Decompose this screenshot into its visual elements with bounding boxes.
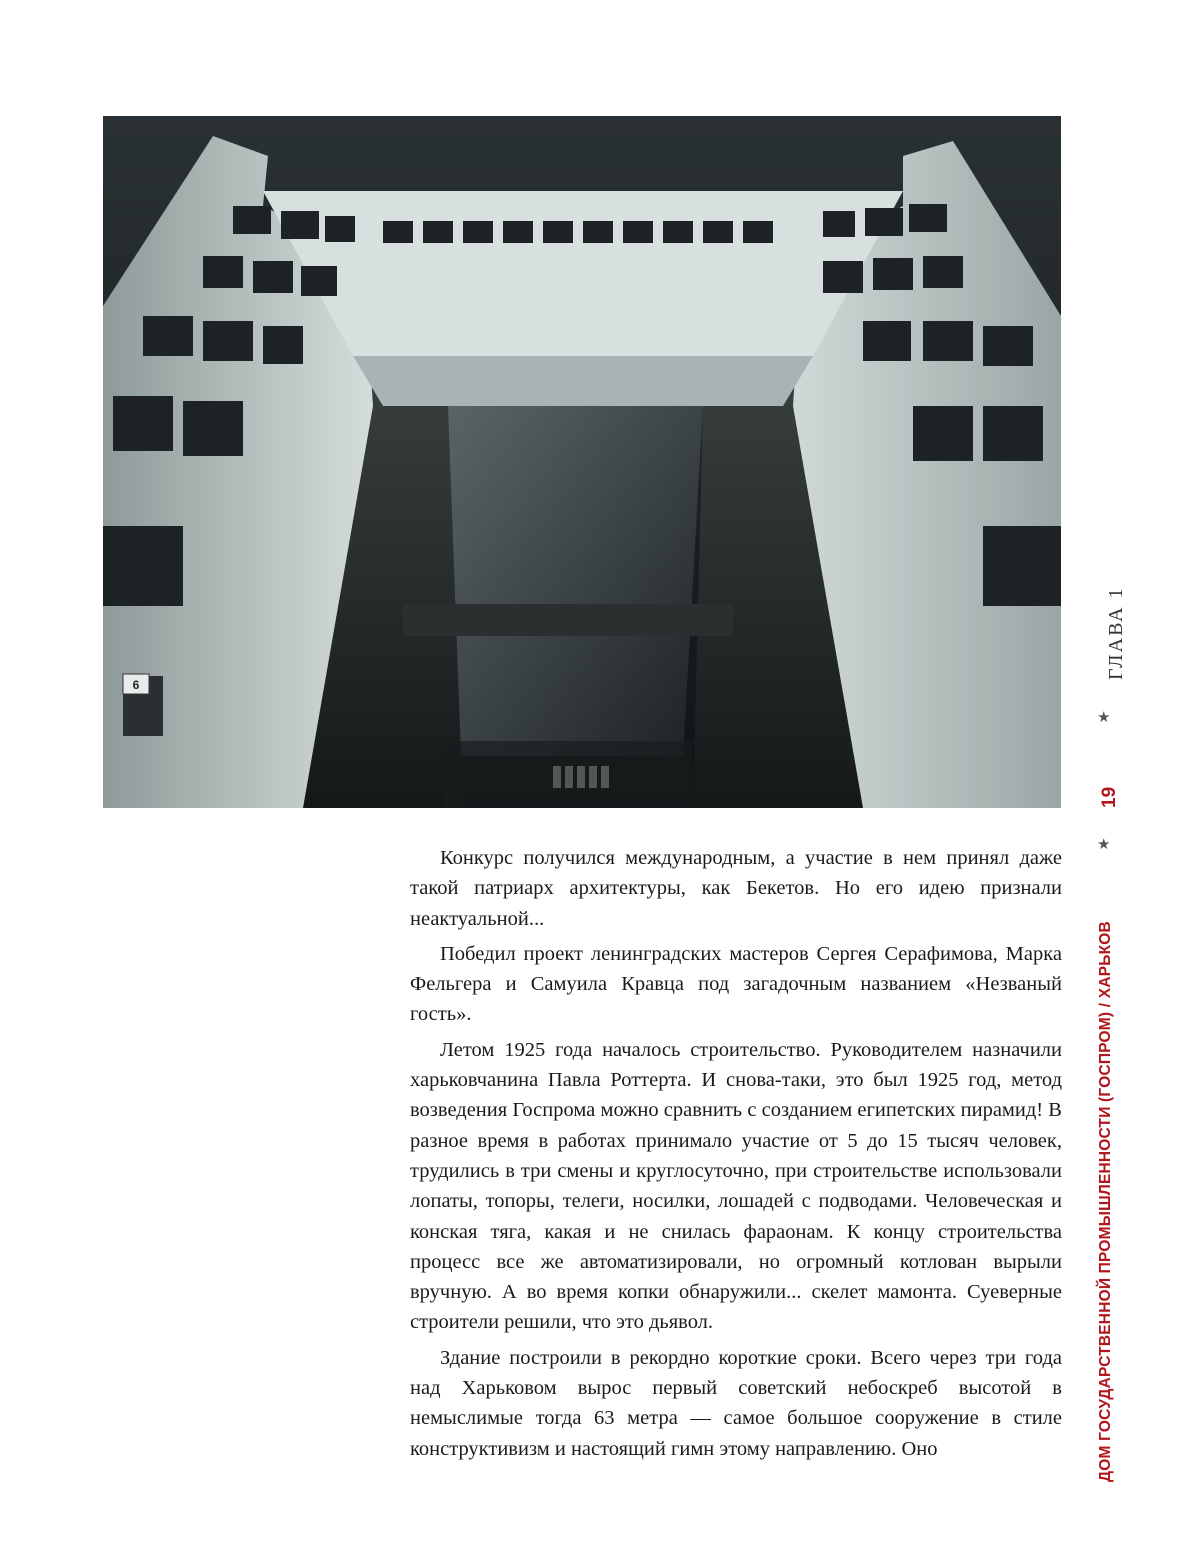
star-icon: ★ xyxy=(1097,835,1111,853)
page-number: 19 xyxy=(1099,786,1120,808)
building-photo xyxy=(103,116,1061,808)
star-icon: ★ xyxy=(1097,708,1111,726)
paragraph: Здание построили в рекордно короткие сроки. Всего через три года над Харьковом вырос первый советский небоскреб высотой в немыслимые тогда 63 метра — самое большое сооружение в стиле конструктивизм и настоящий гимн этому направлению. Оно xyxy=(410,1346,1062,1460)
paragraph: Победил проект ленинградских мастеров Сергея Серафимова, Марка Фельгера и Самуила Кравца под загадочным названием «Незваный гость». xyxy=(410,942,1062,1026)
paragraph: Конкурс получился международным, а участие в нем принял даже такой патриарх архитектуры, как Бекетов. Но его идею признали неактуальной... xyxy=(410,847,1062,930)
building-number-plaque: 6 xyxy=(132,678,140,692)
body-text xyxy=(410,843,1062,1469)
chapter-label: ГЛАВА 1 xyxy=(1105,586,1127,680)
paragraph: Летом 1925 года началось строительство. Руководителем назначили харьковчанина Павла Роттерта. И снова-таки, это был 1925 год, метод возведения Госпрома можно сравнить с созданием египетских пирамид! В разное время в работах принимало участие от 5 до 15 тысяч человек, трудились в три смены и круглосуточно, при строительстве использовали лопаты, топоры, телеги, носилки, лошадей с подводами. Человеческая и конская тяга, какая и не снилась фараонам. К концу строительства процесс все же автоматизировали, но огромный котлован вырыли вручную. А во время копки обнаружили... скелет мамонта. Суеверные строители решили, что это дьявол. xyxy=(410,1038,1062,1334)
building-photo-illustration xyxy=(103,116,1061,808)
running-head: ДОМ ГОСУДАРСТВЕННОЙ ПРОМЫШЛЕННОСТИ (ГОСПРОМ) / ХАРЬКОВ xyxy=(1097,921,1114,1482)
